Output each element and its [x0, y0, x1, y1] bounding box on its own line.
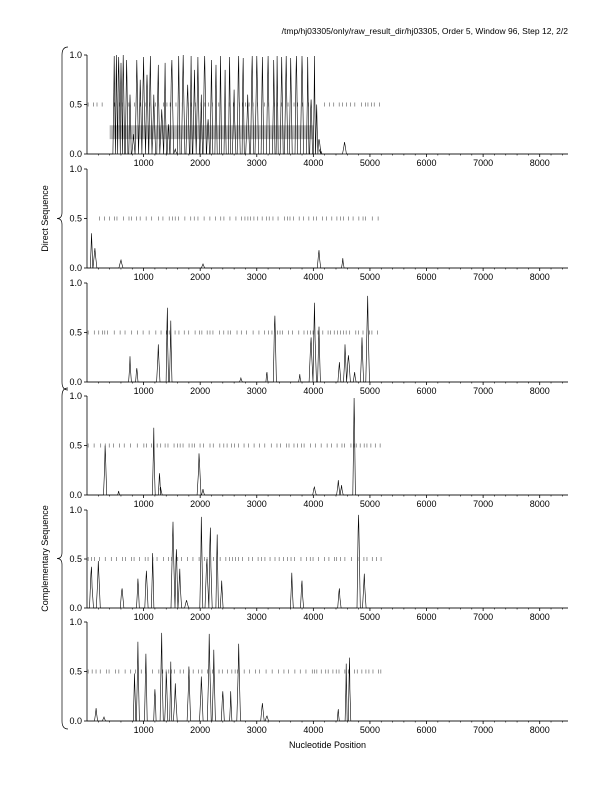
x-tick-label: 6000	[416, 612, 437, 622]
x-tick-label: 3000	[246, 612, 267, 622]
x-tick-label: 8000	[529, 386, 550, 396]
x-tick-label: 5000	[359, 386, 380, 396]
complementary-sequence-label: Complementary Sequence	[40, 505, 50, 612]
x-tick-label: 4000	[303, 499, 324, 509]
x-tick-label: 1000	[133, 158, 154, 168]
y-tick-label: 0.5	[69, 213, 82, 224]
x-tick-label: 4000	[303, 158, 324, 168]
y-tick-label: 1.0	[69, 617, 82, 627]
x-tick-label: 8000	[529, 499, 550, 509]
y-tick-label: 0.5	[69, 327, 82, 338]
y-tick-label: 0.5	[69, 554, 82, 564]
x-tick-label: 7000	[473, 612, 494, 622]
x-tick-label: 8000	[529, 272, 550, 282]
y-tick-label: 1.0	[69, 391, 82, 401]
x-tick-label: 1000	[133, 725, 154, 735]
probability-trace	[87, 633, 568, 721]
x-tick-label: 3000	[246, 499, 267, 509]
x-tick-label: 3000	[246, 158, 267, 168]
page-title: /tmp/hj03305/only/raw_result_dir/hj03305, Order 5, Window 96, Step 12, 2/2	[281, 26, 568, 36]
x-tick-label: 3000	[246, 725, 267, 735]
x-tick-label: 4000	[303, 272, 324, 282]
x-tick-label: 3000	[246, 386, 267, 396]
panel-5	[69, 505, 568, 622]
y-tick-label: 0.0	[69, 263, 82, 273]
probability-trace	[87, 233, 568, 268]
x-tick-label: 7000	[473, 272, 494, 282]
y-tick-label: 0.5	[69, 99, 82, 110]
x-tick-label: 5000	[359, 499, 380, 509]
group-brace	[57, 388, 68, 729]
x-axis-title: Nucleotide Position	[288, 740, 367, 750]
panel-2	[69, 164, 568, 282]
panel-4	[69, 391, 568, 509]
x-tick-label: 4000	[303, 386, 324, 396]
y-tick-label: 0.0	[69, 490, 82, 500]
x-tick-label: 8000	[529, 725, 550, 735]
probability-trace	[87, 515, 568, 608]
y-tick-label: 1.0	[69, 50, 82, 60]
panel-6	[69, 617, 568, 735]
x-tick-label: 3000	[246, 272, 267, 282]
x-tick-label: 6000	[416, 725, 437, 735]
x-tick-label: 2000	[190, 386, 211, 396]
probability-trace	[87, 296, 568, 382]
y-tick-label: 0.0	[69, 603, 82, 613]
x-tick-label: 4000	[303, 725, 324, 735]
x-tick-label: 4000	[303, 612, 324, 622]
x-tick-label: 5000	[359, 158, 380, 168]
direct-sequence-label: Direct Sequence	[40, 185, 50, 252]
x-tick-label: 1000	[133, 272, 154, 282]
x-tick-label: 5000	[359, 725, 380, 735]
y-tick-label: 0.0	[69, 149, 82, 159]
x-tick-label: 7000	[473, 158, 494, 168]
y-tick-label: 0.5	[69, 440, 82, 451]
group-brace	[57, 47, 68, 390]
x-tick-label: 2000	[190, 725, 211, 735]
y-tick-label: 0.5	[69, 666, 82, 677]
y-tick-label: 1.0	[69, 164, 82, 174]
y-tick-label: 0.0	[69, 716, 82, 726]
x-tick-label: 2000	[190, 272, 211, 282]
y-tick-label: 1.0	[69, 505, 82, 515]
x-tick-label: 5000	[359, 272, 380, 282]
x-tick-label: 2000	[190, 158, 211, 168]
x-tick-label: 7000	[473, 725, 494, 735]
x-tick-label: 7000	[473, 499, 494, 509]
x-tick-label: 2000	[190, 499, 211, 509]
probability-trace	[87, 398, 568, 495]
panel-3	[69, 278, 568, 396]
panel-1	[69, 50, 568, 168]
x-tick-label: 1000	[133, 499, 154, 509]
x-tick-label: 5000	[359, 612, 380, 622]
y-tick-label: 0.0	[69, 377, 82, 387]
x-tick-label: 6000	[416, 158, 437, 168]
x-tick-label: 6000	[416, 386, 437, 396]
x-tick-label: 8000	[529, 612, 550, 622]
x-tick-label: 2000	[190, 612, 211, 622]
x-tick-label: 6000	[416, 499, 437, 509]
x-tick-label: 8000	[529, 158, 550, 168]
x-tick-label: 6000	[416, 272, 437, 282]
x-tick-label: 1000	[133, 386, 154, 396]
x-tick-label: 1000	[133, 612, 154, 622]
y-tick-label: 1.0	[69, 278, 82, 288]
x-tick-label: 7000	[473, 386, 494, 396]
